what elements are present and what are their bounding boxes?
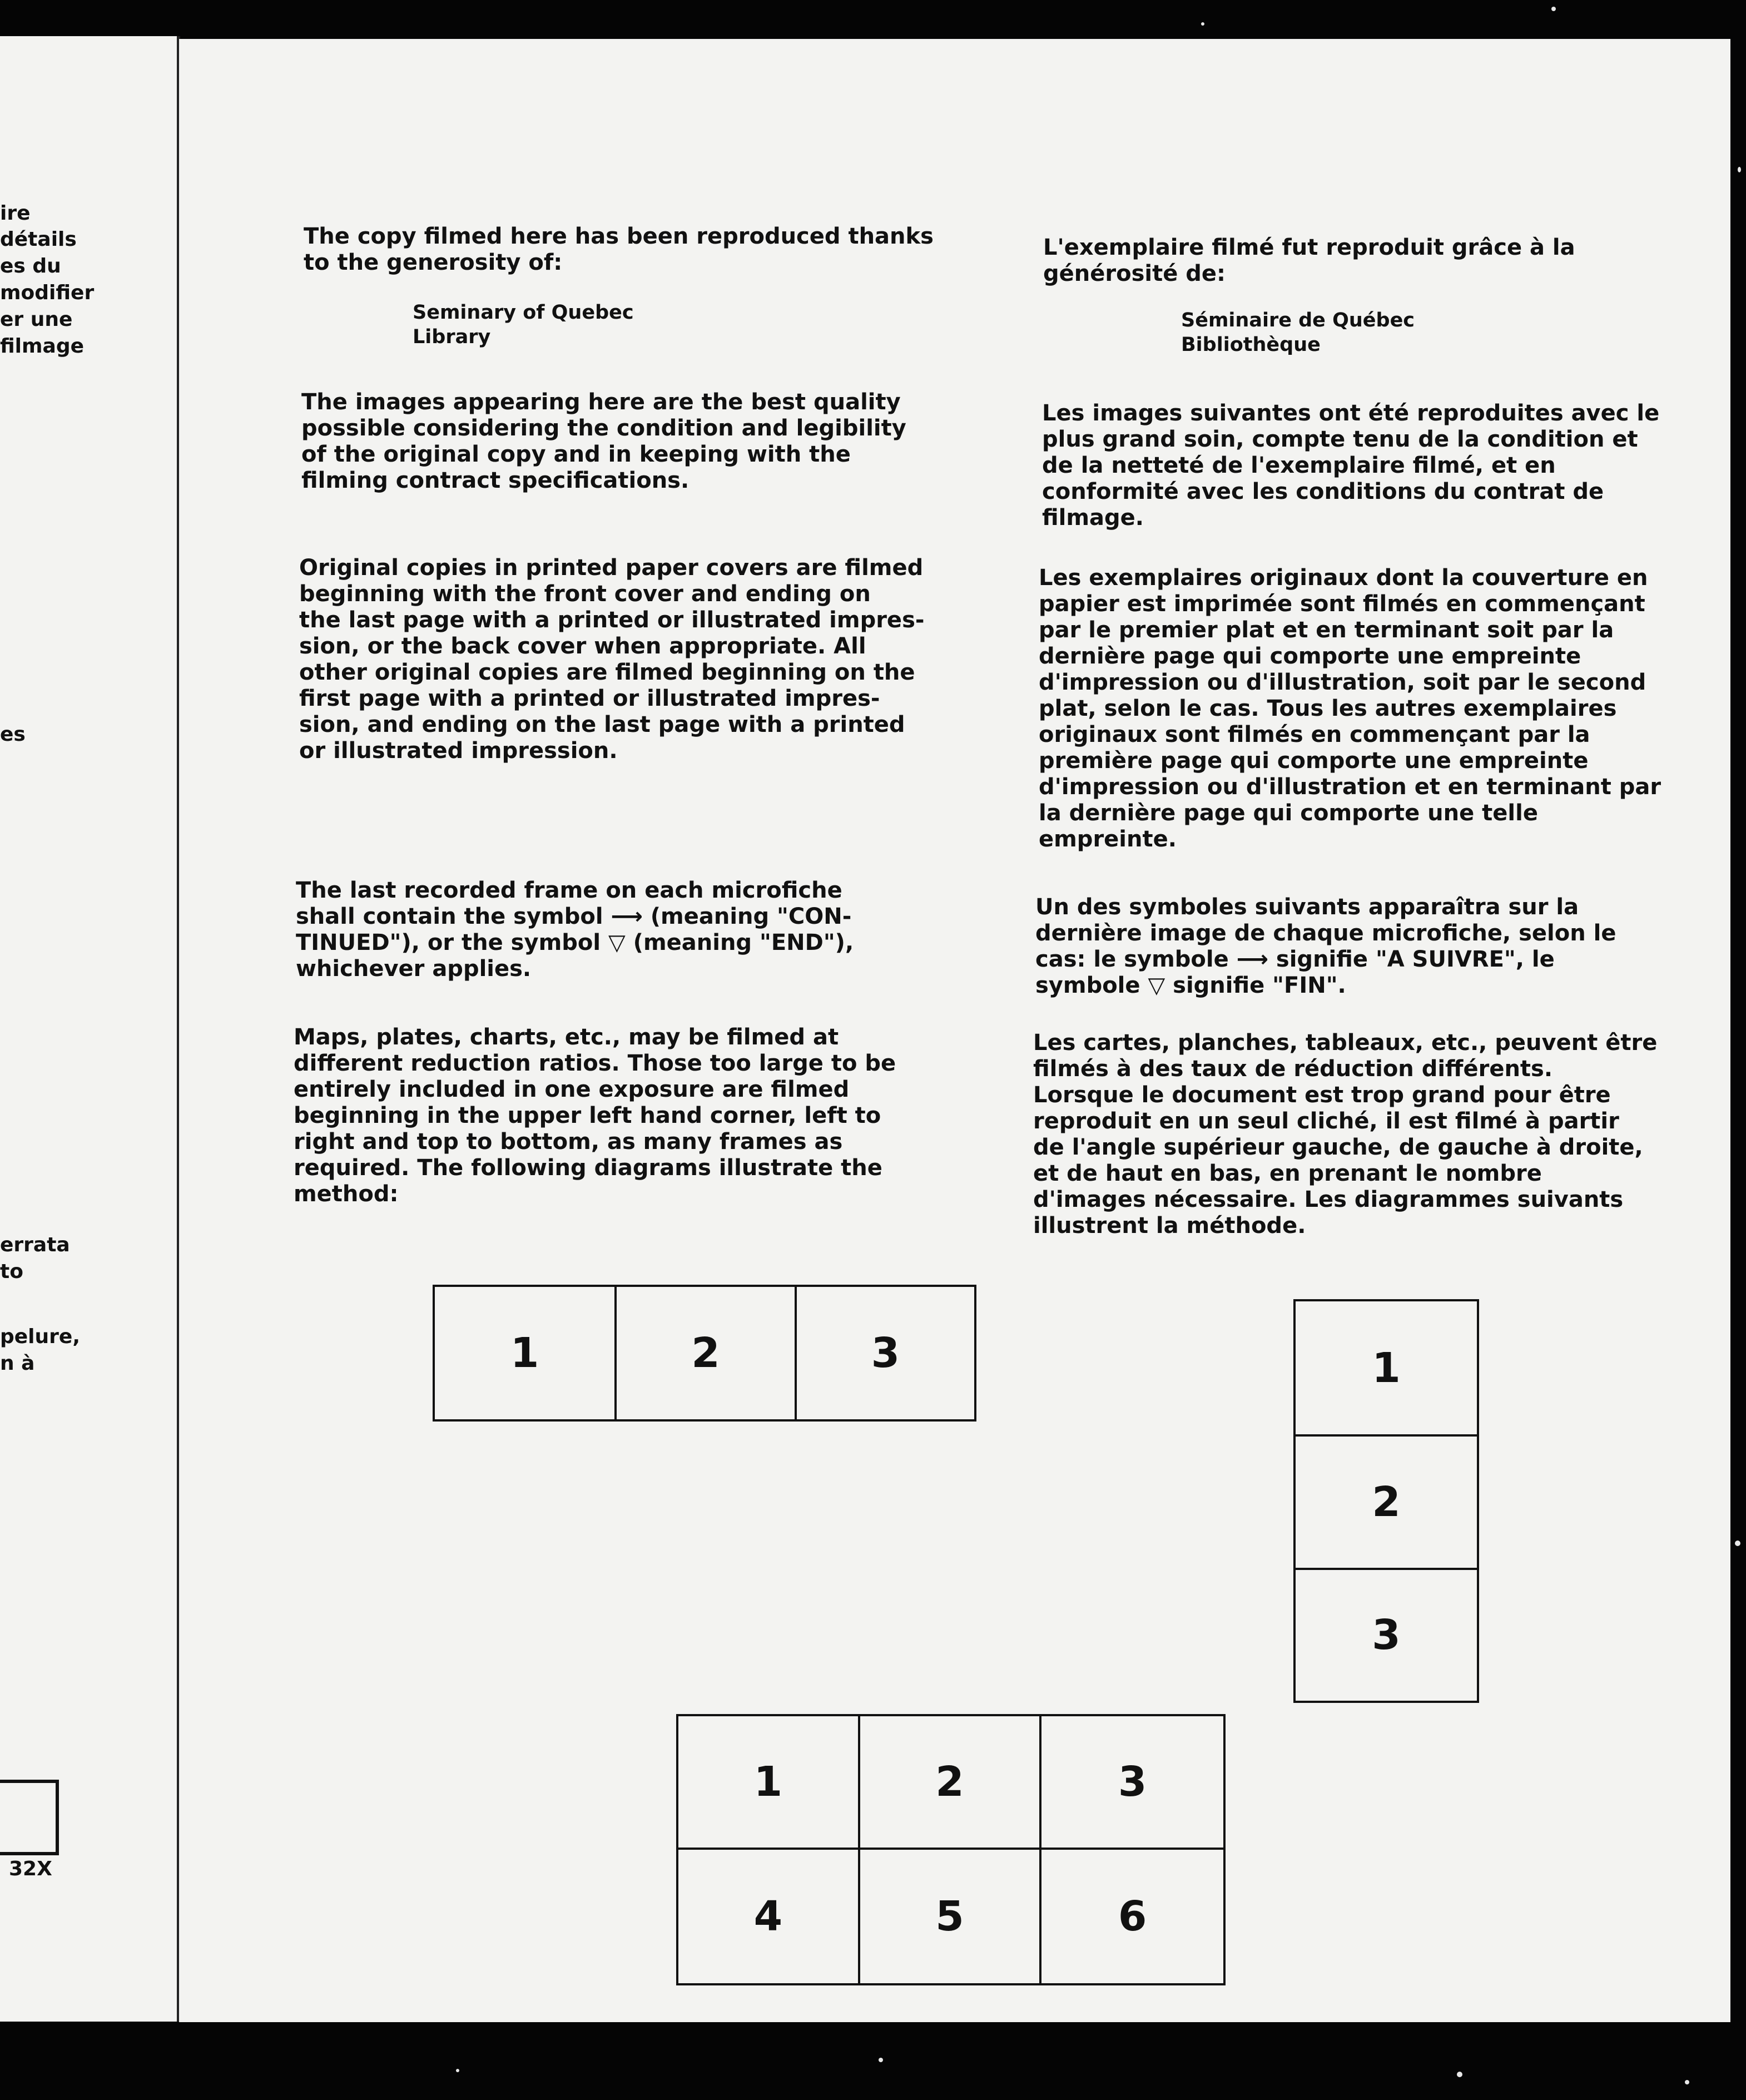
english-intro: The copy filmed here has been reproduced thanks to the generosity of: — [304, 224, 934, 275]
left-fragment-text: n à — [0, 1352, 35, 1375]
left-fragment-text: modifier — [0, 281, 95, 304]
english-quality-paragraph: The images appearing here are the best quality possible considering the condition and legibility of the original copy and in keeping with the filming contract specifications. — [301, 389, 906, 493]
french-covers-paragraph: Les exemplaires originaux dont la couverture en papier est imprimée sont filmés en commençant par le premier plat et en terminant soit par la dernière page qui comporte une empreinte d'impression ou d'illustration, soit par le second plat, selon le cas. Tous les autres exemplaires originaux sont filmés en commençant par la première page qui comporte une empreinte d'impression ou d'illustration et en terminant par la dernière page qui comporte une telle empreinte. — [1039, 565, 1661, 852]
dust-speck — [1735, 1541, 1740, 1546]
diagram-cell: 3 — [1041, 1716, 1223, 1850]
reduction-ratio-label: 32X — [9, 1858, 52, 1880]
english-credit: Seminary of Quebec Library — [413, 301, 634, 348]
english-maps-paragraph: Maps, plates, charts, etc., may be filmed at different reduction ratios. Those too large to be entirely included in one exposure are filmed beginning in the upper left hand corner, left to right and top to bottom, as many frames as required. The following diagrams illustrate the method: — [294, 1024, 896, 1207]
diagram-cell: 6 — [1118, 1893, 1147, 1940]
french-quality-paragraph: Les images suivantes ont été reproduites avec le plus grand soin, compte tenu de la condition et de la netteté de l'exemplaire filmé, et en conformité avec les conditions du contrat de filmage. — [1042, 400, 1660, 531]
french-credit: Séminaire de Québec Bibliothèque — [1181, 309, 1415, 356]
diagram-cell: 1 — [678, 1716, 860, 1850]
diagram-cell: 5 — [860, 1850, 1042, 1983]
english-symbols-paragraph: The last recorded frame on each microfiche shall contain the symbol ⟶ (meaning "CON- TINUED"), or the symbol ▽ (meaning "END"), whichever applies. — [296, 878, 854, 982]
left-fragment-text: er une — [0, 308, 73, 331]
dust-speck — [1685, 2080, 1689, 2084]
french-intro: L'exemplaire filmé fut reproduit grâce à la générosité de: — [1043, 235, 1575, 286]
left-fragment-text: filmage — [0, 335, 85, 358]
diagram-cell: 3 — [795, 1287, 974, 1419]
left-fragment-text: pelure, — [0, 1325, 80, 1348]
french-symbols-paragraph: Un des symboles suivants apparaîtra sur la dernière image de chaque microfiche, selon le cas: le symbole ⟶ signifie "A SUIVRE", le symbole ▽ signifie "FIN". — [1035, 894, 1616, 998]
dust-speck — [1201, 22, 1204, 26]
diagram-three-horizontal — [433, 1285, 976, 1422]
dust-speck — [879, 2058, 883, 2062]
reduction-target-box — [0, 1780, 59, 1855]
diagram-cell: 2 — [1296, 1434, 1477, 1567]
left-fragment-text: détails — [0, 228, 77, 251]
dust-speck — [1551, 7, 1556, 11]
diagram-six-grid — [676, 1714, 1226, 1985]
notice-page — [179, 39, 1730, 2022]
left-fragment-text: to — [0, 1260, 23, 1283]
diagram-three-vertical — [1293, 1299, 1479, 1703]
dust-speck — [1738, 167, 1741, 172]
dust-speck — [456, 2069, 459, 2072]
diagram-cell: 2 — [860, 1716, 1042, 1850]
diagram-cell: 3 — [1296, 1568, 1477, 1701]
diagram-cell: 1 — [1372, 1344, 1401, 1392]
left-fragment-text: ire — [0, 202, 31, 225]
left-fragment-text: es — [0, 723, 26, 746]
left-fragment-text: es du — [0, 255, 61, 278]
left-page-fragment — [0, 36, 180, 2022]
english-covers-paragraph: Original copies in printed paper covers are filmed beginning with the front cover and ending on the last page with a printed or illustrated impres- sion, or the back cover when appropriate. All other original copies are filmed beginning on the first page with a printed or illustrated impres- sion, and ending on the last page with a printed or illustrated impression. — [299, 555, 925, 764]
left-fragment-text: errata — [0, 1234, 70, 1256]
diagram-cell: 4 — [678, 1850, 860, 1983]
diagram-cell: 2 — [614, 1287, 794, 1419]
dust-speck — [1457, 2072, 1462, 2077]
french-maps-paragraph: Les cartes, planches, tableaux, etc., peuvent être filmés à des taux de réduction différents. Lorsque le document est trop grand pour être reproduit en un seul cliché, il est filmé à partir de l'angle supérieur gauche, de gauche à droite, et de haut en bas, en prenant le nombre d'images nécessaire. Les diagrammes suivants illustrent la méthode. — [1033, 1030, 1658, 1239]
diagram-cell: 1 — [510, 1329, 539, 1377]
